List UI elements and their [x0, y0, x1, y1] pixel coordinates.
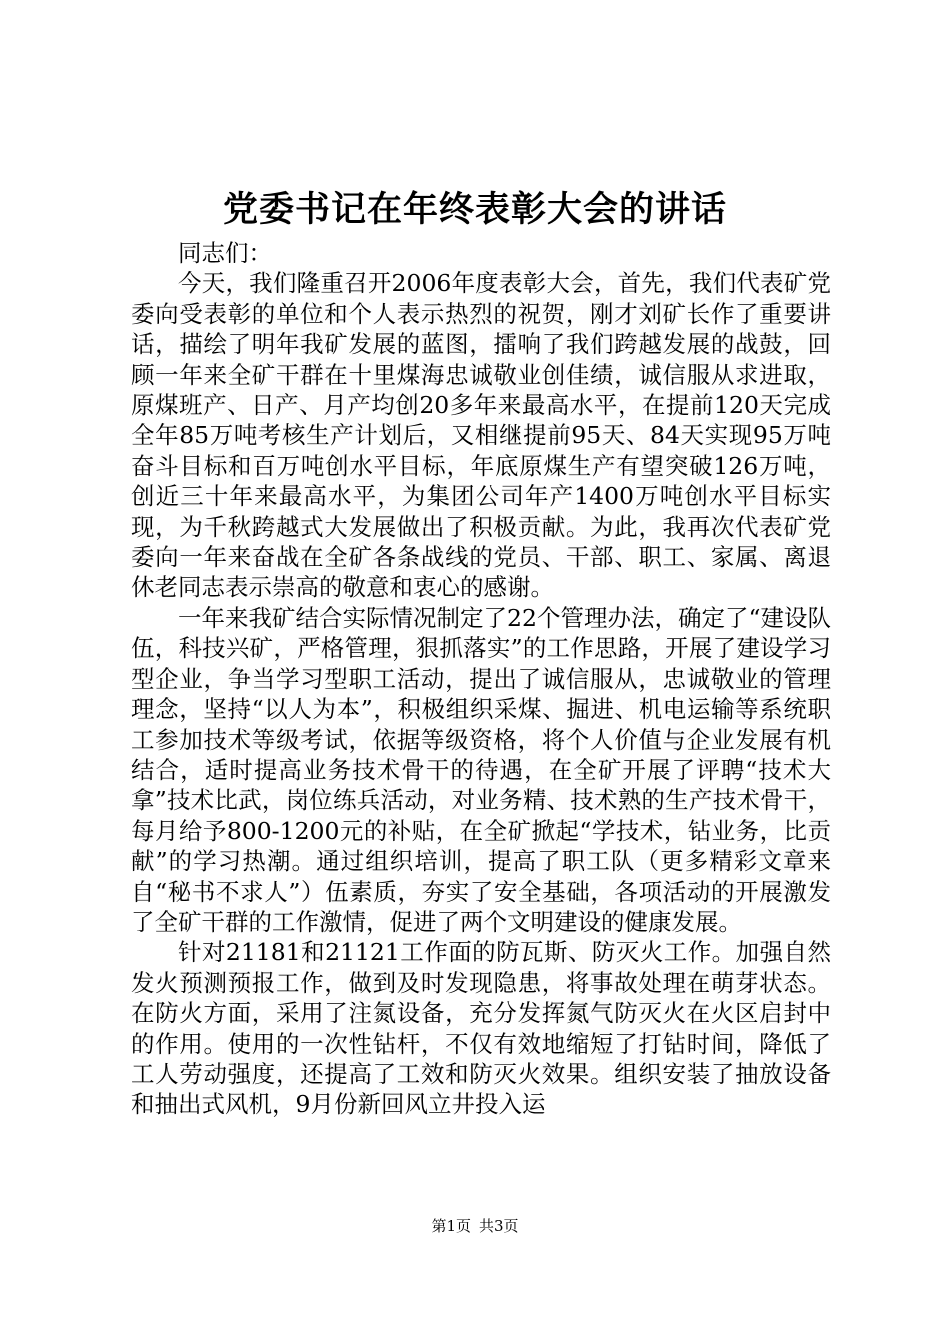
page-number-current: 第1页 — [431, 1217, 471, 1235]
page-number-total: 共3页 — [479, 1217, 519, 1235]
salutation: 同志们： — [178, 239, 272, 267]
paragraph-1: 今天，我们隆重召开2006年度表彰大会，首先，我们代表矿党委向受表彰的单位和个人表示热烈的祝贺，刚才刘矿长作了重要讲话，描绘了明年我矿发展的蓝图，擂响了我们跨越发展的战鼓，回顾一年来全矿干群在十里煤海忠诚敬业创佳绩，诚信服从求进取，原煤班产、日产、月产均创20多年来最高水平，在提前120天完成全年85万吨考核生产计划后，又相继提前95天、84天实现95万吨奋斗目标和百万吨创水平目标，年底原煤生产有望突破126万吨，创近三十年来最高水平，为集团公司年产1400万吨创水平目标实现，为千秋跨越式大发展做出了积极贡献。为此，我再次代表矿党委向一年来奋战在全矿各条战线的党员、干部、职工、家属、离退休老同志表示崇高的敬意和衷心的感谢。 — [131, 269, 831, 602]
page-footer — [0, 1216, 950, 1236]
document-body — [131, 238, 831, 1120]
page-title: 党委书记在年终表彰大会的讲话 — [222, 189, 727, 230]
paragraph-2: 一年来我矿结合实际情况制定了22个管理办法，确定了“建设队伍，科技兴矿，严格管理，狠抓落实”的工作思路，开展了建设学习型企业，争当学习型职工活动，提出了诚信服从，忠诚敬业的管理理念，坚持“以人为本”，积极组织采煤、掘进、机电运输等系统职工参加技术等级考试，依据等级资格，将个人价值与企业发展有机结合，适时提高业务技术骨干的待遇，在全矿开展了评聘“技术大拿”技术比武，岗位练兵活动，对业务精、技术熟的生产技术骨干，每月给予800-1200元的补贴，在全矿掀起“学技术，钻业务，比贡献”的学习热潮。通过组织培训，提高了职工队（更多精彩文章来自“秘书不求人”）伍素质，夯实了安全基础，各项活动的开展激发了全矿干群的工作激情，促进了两个文明建设的健康发展。 — [131, 603, 831, 936]
paragraph-3: 针对21181和21121工作面的防瓦斯、防灭火工作。加强自然发火预测预报工作，做到及时发现隐患，将事故处理在萌芽状态。在防火方面，采用了注氮设备，充分发挥氮气防灭火在火区启封中的作用。使用的一次性钻杆，不仅有效地缩短了打钻时间，降低了工人劳动强度，还提高了工效和防灭火效果。组织安装了抽放设备和抽出式风机，9月份新回风立井投入运 — [131, 938, 831, 1119]
